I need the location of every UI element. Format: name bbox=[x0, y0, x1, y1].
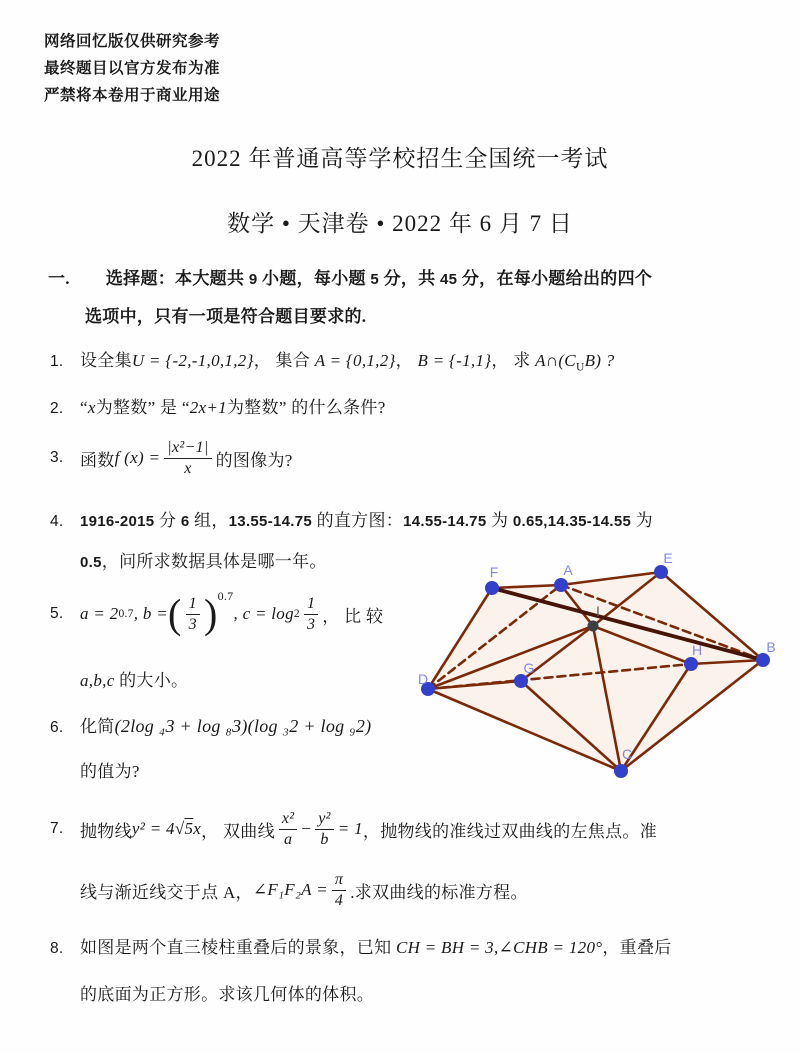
math-expression: a,b,c bbox=[80, 671, 115, 690]
question-text: 的直方图： bbox=[312, 511, 404, 530]
vertex-label-F: F bbox=[489, 564, 499, 580]
vertex-label-G: G bbox=[523, 660, 535, 676]
section-points: 5 bbox=[370, 271, 380, 288]
math-fraction bbox=[279, 809, 298, 848]
math-angle: ∠F₁F₂A = bbox=[252, 880, 328, 899]
vertex-label-E: E bbox=[663, 550, 673, 566]
vertex-dot-B bbox=[756, 653, 770, 667]
question-text: 设全集 bbox=[80, 351, 132, 370]
math-expression: = 1 bbox=[337, 819, 363, 838]
figure-face bbox=[428, 572, 763, 771]
fraction-denominator: 3 bbox=[306, 615, 316, 633]
question-7-line1 bbox=[50, 800, 657, 858]
data-range: 13.55-14.75 bbox=[228, 513, 313, 530]
math-fraction bbox=[164, 438, 211, 477]
question-text: ， 比 较 bbox=[322, 606, 384, 626]
vertex-dot-C bbox=[614, 764, 628, 778]
data-values: 0.65,14.35-14.55 bbox=[512, 513, 632, 530]
section-header-line1 bbox=[48, 264, 652, 289]
math-fraction bbox=[332, 870, 346, 909]
note-line: 严禁将本卷用于商业用途 bbox=[44, 87, 221, 104]
question-text: 线与渐近线交于点 A， bbox=[80, 882, 253, 902]
math-set-b: B = {-1,1} bbox=[417, 351, 492, 370]
question-1 bbox=[50, 346, 615, 373]
question-text: 的值为? bbox=[80, 762, 140, 781]
data-value: 0.5 bbox=[80, 554, 102, 571]
question-text: ，重叠后 bbox=[602, 938, 672, 957]
section-text: 选项中，只有一项是符合题目要求的. bbox=[85, 307, 367, 326]
question-text: 的图像为? bbox=[215, 450, 293, 470]
vertex-dot-H bbox=[684, 657, 698, 671]
log-base: 2 bbox=[293, 608, 300, 620]
question-5-line2 bbox=[80, 666, 188, 691]
question-text: ，抛物线的准线过双曲线的左焦点。准 bbox=[362, 821, 658, 841]
section-number: 一. bbox=[48, 269, 70, 288]
section-count: 9 bbox=[248, 271, 258, 288]
math-parabola: y² = 4 bbox=[131, 819, 175, 838]
math-expression: a = 2 bbox=[80, 604, 119, 623]
question-text: 为 bbox=[486, 511, 513, 530]
math-exponent: 0.7 bbox=[217, 588, 234, 603]
data-range: 1916-2015 bbox=[80, 513, 155, 530]
fraction-numerator: |x²−1| bbox=[164, 438, 211, 458]
question-4-line1 bbox=[50, 506, 653, 531]
fraction-numerator: 1 bbox=[304, 594, 318, 614]
question-4-line2 bbox=[80, 547, 327, 572]
math-given: CH = BH = 3,∠CHB = 120° bbox=[395, 938, 603, 957]
math-log-expression: (2log ₄3 + log ₈3)(log ₃2 + log ₉2) bbox=[114, 716, 372, 736]
math-fraction bbox=[186, 594, 200, 633]
note-line: 网络回忆版仅供研究参考 bbox=[44, 33, 221, 50]
radical-sign: √ bbox=[174, 819, 185, 838]
question-number: 6. bbox=[50, 719, 64, 736]
exam-title: 2022 年普通高等学校招生全国统一考试 bbox=[191, 146, 609, 171]
vertex-dot-E bbox=[654, 565, 668, 579]
math-expression: B) ? bbox=[584, 351, 615, 370]
question-text: ， bbox=[395, 351, 418, 370]
math-exponent: 0.7 bbox=[118, 608, 134, 620]
question-text: .求双曲线的标准方程。 bbox=[350, 882, 528, 902]
question-8-line2 bbox=[80, 980, 374, 1005]
question-number: 1. bbox=[50, 353, 64, 370]
vertex-label-A: A bbox=[563, 562, 573, 578]
question-text: 的底面为正方形。求该几何体的体积。 bbox=[80, 985, 375, 1004]
math-expression: 2x+1 bbox=[189, 398, 227, 417]
question-text: 分 bbox=[154, 511, 181, 530]
question-text: 组， bbox=[189, 511, 229, 530]
section-header-line2 bbox=[85, 302, 366, 327]
group-count: 6 bbox=[180, 513, 190, 530]
math-set-u: U = {-2,-1,0,1,2} bbox=[131, 351, 254, 370]
geometry-figure bbox=[418, 546, 800, 796]
question-text: 化简 bbox=[80, 717, 115, 736]
question-text: 为 bbox=[631, 511, 653, 530]
fraction-denominator: 4 bbox=[334, 891, 344, 909]
vertex-dot-I bbox=[588, 621, 599, 632]
question-number: 2. bbox=[50, 400, 64, 417]
section-text: 分，在每小题给出的四个 bbox=[457, 269, 653, 288]
header-notes bbox=[44, 28, 220, 109]
vertex-label-D: D bbox=[418, 671, 429, 687]
minus-sign: − bbox=[301, 819, 312, 838]
math-expression: , c = log bbox=[233, 604, 294, 623]
figure-container bbox=[418, 546, 800, 796]
fraction-numerator: π bbox=[332, 870, 346, 890]
vertex-label-B: B bbox=[766, 639, 776, 655]
math-subscript: U bbox=[575, 361, 585, 374]
question-number: 4. bbox=[50, 513, 64, 530]
vertex-dot-F bbox=[485, 581, 499, 595]
question-7-line2 bbox=[80, 862, 528, 918]
note-line: 最终题目以官方发布为准 bbox=[44, 60, 221, 77]
fraction-denominator: a bbox=[283, 830, 293, 848]
fraction-numerator: y² bbox=[315, 809, 334, 829]
math-fraction bbox=[315, 809, 334, 848]
fraction-numerator: x² bbox=[279, 809, 298, 829]
question-5-line1: 5. a = 2 0.7 , b = ( $\frac{1}{3}$ ) 0.7 , c = log 2 $\frac{1}{3}$ ， 比 较 bbox=[50, 588, 384, 637]
question-number: 8. bbox=[50, 940, 64, 957]
question-text: 为整数” 是 “ bbox=[95, 398, 190, 417]
math-expression: x bbox=[193, 819, 202, 838]
question-number: 3. bbox=[50, 449, 64, 466]
question-number: 7. bbox=[50, 820, 64, 837]
fraction-denominator: 3 bbox=[188, 615, 197, 633]
question-6-line1 bbox=[50, 712, 371, 737]
section-total: 45 bbox=[440, 271, 458, 288]
math-function: f (x) = bbox=[114, 448, 161, 467]
fraction-denominator: x bbox=[184, 459, 192, 477]
question-text: ， 双曲线 bbox=[201, 821, 275, 841]
exam-subtitle: 数学 • 天津卷 • 2022 年 6 月 7 日 bbox=[227, 211, 573, 236]
question-2 bbox=[50, 393, 386, 418]
vertex-label-I: I bbox=[596, 603, 600, 619]
question-text: 的大小。 bbox=[114, 671, 189, 690]
question-text: 函数 bbox=[80, 450, 115, 470]
section-text: 小题，每小题 bbox=[257, 269, 371, 288]
vertex-label-H: H bbox=[691, 642, 703, 658]
math-expression: A∩(C bbox=[535, 351, 576, 370]
question-text: 抛物线 bbox=[80, 821, 132, 841]
data-range: 14.55-14.75 bbox=[403, 513, 487, 530]
question-text: 如图是两个直三棱柱重叠后的景象，已知 bbox=[80, 938, 396, 957]
section-text: 选择题：本大题共 bbox=[105, 269, 249, 288]
math-expression: , b = bbox=[133, 604, 168, 623]
vertex-label-C: C bbox=[621, 746, 633, 762]
vertex-dot-G bbox=[514, 674, 528, 688]
math-expression: x bbox=[87, 398, 96, 417]
fraction-numerator: 1 bbox=[186, 594, 200, 614]
question-3 bbox=[50, 424, 293, 492]
math-fraction bbox=[304, 594, 318, 633]
math-set-a: A = {0,1,2} bbox=[314, 351, 396, 370]
question-6-line2 bbox=[80, 757, 140, 782]
question-text: ， 集合 bbox=[253, 351, 315, 370]
radicand: 5 bbox=[184, 819, 194, 838]
question-8-line1 bbox=[50, 933, 672, 958]
question-number: 5. bbox=[50, 605, 64, 622]
section-text: 分，共 bbox=[379, 269, 441, 288]
question-text: 为整数” 的什么条件? bbox=[226, 398, 386, 417]
question-text: ，问所求数据具体是哪一年。 bbox=[101, 552, 327, 571]
fraction-denominator: b bbox=[320, 830, 329, 848]
question-text: ， 求 bbox=[491, 351, 536, 370]
question-text: “ bbox=[80, 398, 88, 417]
vertex-dot-A bbox=[554, 578, 568, 592]
